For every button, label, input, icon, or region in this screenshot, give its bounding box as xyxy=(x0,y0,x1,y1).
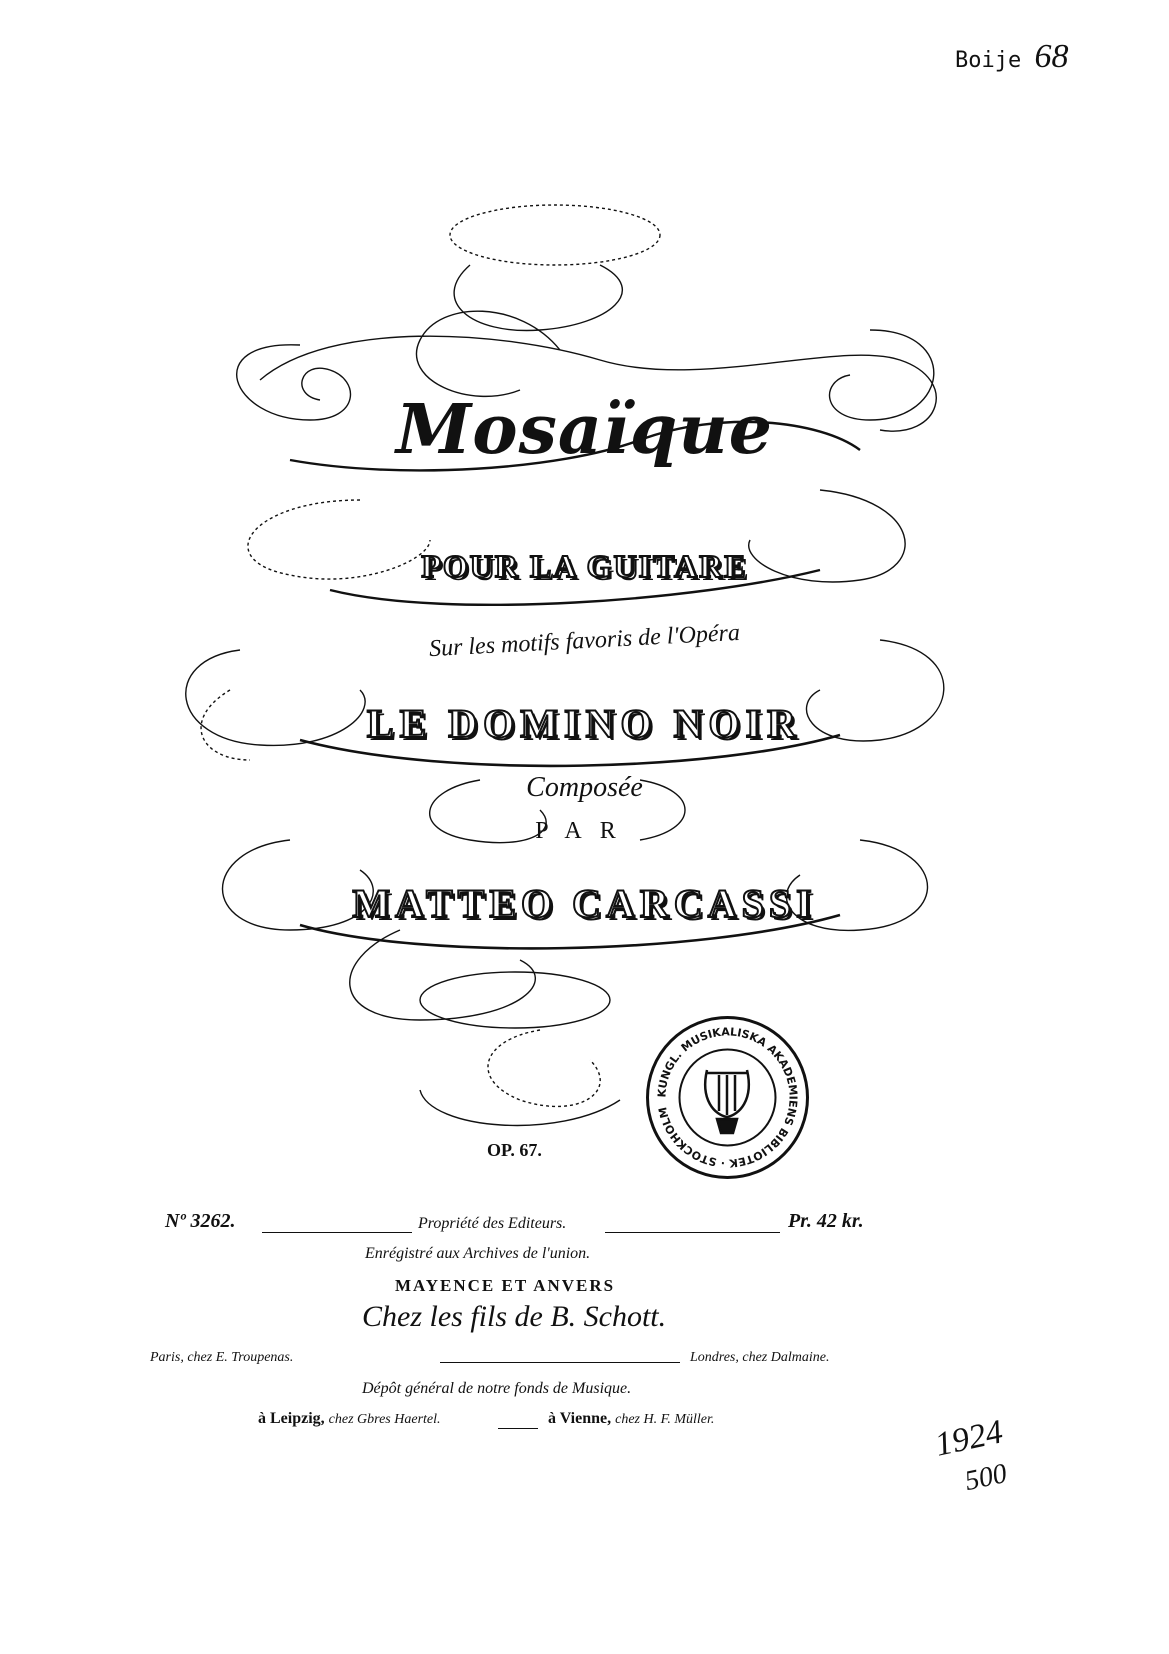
vienna-city: à Vienne, xyxy=(548,1410,612,1427)
vienna-line xyxy=(548,1410,714,1428)
main-title: Mosaïque xyxy=(395,390,774,470)
property-line: Propriété des Editeurs. xyxy=(418,1215,567,1232)
publisher-line: Chez les fils de B. Schott. xyxy=(362,1300,667,1333)
library-stamp xyxy=(645,1015,810,1180)
opus-number: OP. 67. xyxy=(487,1140,542,1160)
stamp-text: KUNGL. MUSIKALISKA AKADEMIENS BIBLIOTEK · STOCKHOLM xyxy=(655,1025,800,1170)
composed-line: Composée xyxy=(526,772,643,803)
shelfmark xyxy=(955,38,1068,76)
shelfmark-label: Boije xyxy=(955,48,1022,73)
rule-right-1 xyxy=(605,1232,780,1233)
london-agent: Londres, chez Dalmaine. xyxy=(690,1350,830,1365)
instrument-line: POUR LA GUITARE xyxy=(421,548,748,584)
rule-bottom xyxy=(498,1428,538,1429)
leipzig-agent: chez Gbres Haertel. xyxy=(328,1412,441,1427)
composer-name: MATTEO CARCASSI xyxy=(352,881,817,926)
rule-left-1 xyxy=(262,1232,412,1233)
price: Pr. 42 kr. xyxy=(788,1210,864,1232)
vienna-agent: chez H. F. Müller. xyxy=(615,1412,715,1427)
lyre-icon xyxy=(705,1070,749,1133)
leipzig-city: à Leipzig, xyxy=(258,1410,325,1427)
subtitle-line: Sur les motifs favoris de l'Opéra xyxy=(428,619,741,663)
accession-bottom: 500 xyxy=(962,1457,1010,1498)
cities-line: MAYENCE ET ANVERS xyxy=(395,1276,616,1295)
paris-agent: Paris, chez E. Troupenas. xyxy=(150,1350,294,1365)
shelfmark-number: 68 xyxy=(1034,38,1069,75)
by-line: PAR xyxy=(535,818,634,844)
depot-line: Dépôt général de notre fonds de Musique. xyxy=(362,1380,632,1397)
leipzig-line xyxy=(258,1410,441,1428)
registered-line: Enrégistré aux Archives de l'union. xyxy=(365,1245,591,1262)
accession-top: 1924 xyxy=(931,1413,1006,1464)
rule-mid xyxy=(440,1362,680,1363)
plate-number: Nº 3262. xyxy=(165,1210,236,1232)
opera-title: LE DOMINO NOIR xyxy=(366,701,803,746)
